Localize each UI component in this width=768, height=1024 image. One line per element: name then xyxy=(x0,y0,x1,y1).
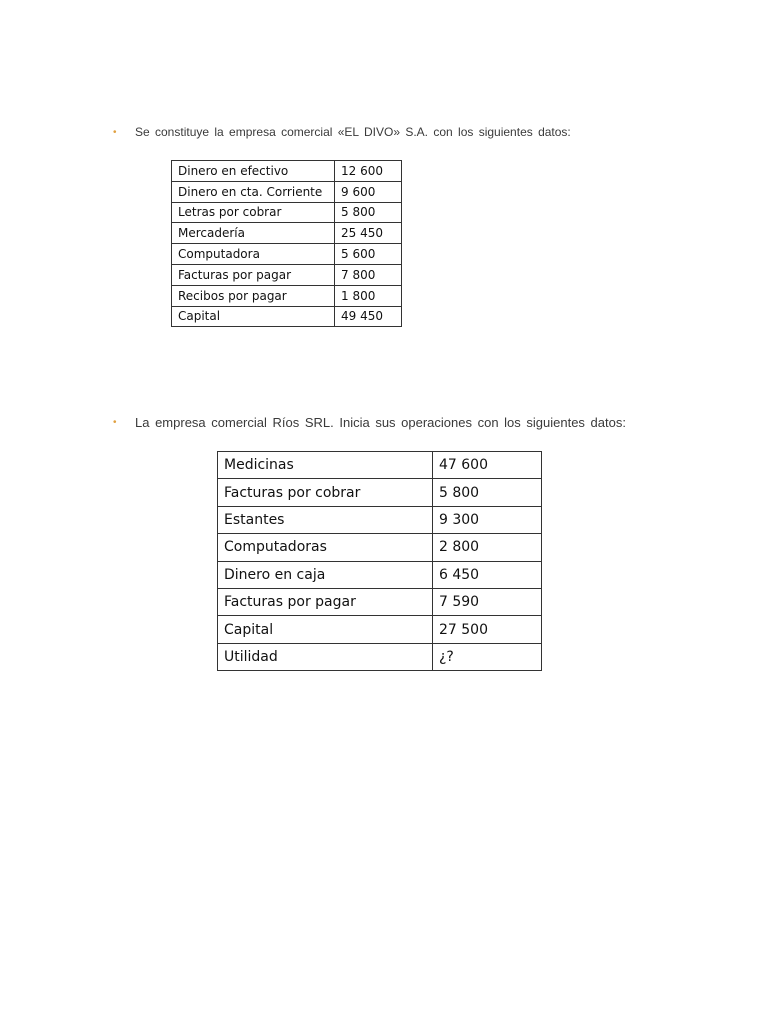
row-value: 7 590 xyxy=(433,588,542,615)
table-row xyxy=(172,181,402,202)
table-row xyxy=(172,285,402,306)
row-value: 49 450 xyxy=(335,306,402,327)
section1-intro xyxy=(113,125,571,139)
row-label: Facturas por cobrar xyxy=(218,479,433,506)
table-row xyxy=(172,306,402,327)
row-value: 2 800 xyxy=(433,534,542,561)
row-value: 12 600 xyxy=(335,161,402,182)
table-row xyxy=(172,223,402,244)
row-label: Medicinas xyxy=(218,452,433,479)
row-label: Recibos por pagar xyxy=(172,285,335,306)
table-row xyxy=(218,452,542,479)
row-value: 7 800 xyxy=(335,264,402,285)
row-label: Facturas por pagar xyxy=(218,588,433,615)
table-row xyxy=(218,506,542,533)
row-value: 9 600 xyxy=(335,181,402,202)
row-value: 5 800 xyxy=(433,479,542,506)
table-row xyxy=(172,161,402,182)
row-label: Utilidad xyxy=(218,643,433,670)
table-row xyxy=(218,643,542,670)
row-value: 25 450 xyxy=(335,223,402,244)
table-row xyxy=(172,244,402,265)
row-label: Dinero en caja xyxy=(218,561,433,588)
row-label: Facturas por pagar xyxy=(172,264,335,285)
row-label: Computadoras xyxy=(218,534,433,561)
table-row xyxy=(218,479,542,506)
el-divo-table xyxy=(171,160,402,327)
table-row xyxy=(218,616,542,643)
bullet-icon: • xyxy=(113,126,117,138)
row-value: 5 800 xyxy=(335,202,402,223)
row-label: Letras por cobrar xyxy=(172,202,335,223)
table-row xyxy=(218,561,542,588)
rios-srl-table xyxy=(217,451,542,671)
section1-text: Se constituye la empresa comercial «EL DIVO» S.A. con los siguientes datos: xyxy=(135,125,571,139)
row-value: 27 500 xyxy=(433,616,542,643)
section2-intro xyxy=(113,415,626,430)
table-row xyxy=(172,264,402,285)
row-value: 5 600 xyxy=(335,244,402,265)
row-value: ¿? xyxy=(433,643,542,670)
row-value: 9 300 xyxy=(433,506,542,533)
section2-text: La empresa comercial Ríos SRL. Inicia sus operaciones con los siguientes datos: xyxy=(135,415,626,430)
table-row xyxy=(172,202,402,223)
row-label: Computadora xyxy=(172,244,335,265)
table-row xyxy=(218,534,542,561)
row-label: Dinero en efectivo xyxy=(172,161,335,182)
bullet-icon: • xyxy=(113,417,117,428)
row-label: Dinero en cta. Corriente xyxy=(172,181,335,202)
row-value: 6 450 xyxy=(433,561,542,588)
row-label: Capital xyxy=(218,616,433,643)
row-label: Estantes xyxy=(218,506,433,533)
table-row xyxy=(218,588,542,615)
row-value: 1 800 xyxy=(335,285,402,306)
row-value: 47 600 xyxy=(433,452,542,479)
row-label: Mercadería xyxy=(172,223,335,244)
row-label: Capital xyxy=(172,306,335,327)
